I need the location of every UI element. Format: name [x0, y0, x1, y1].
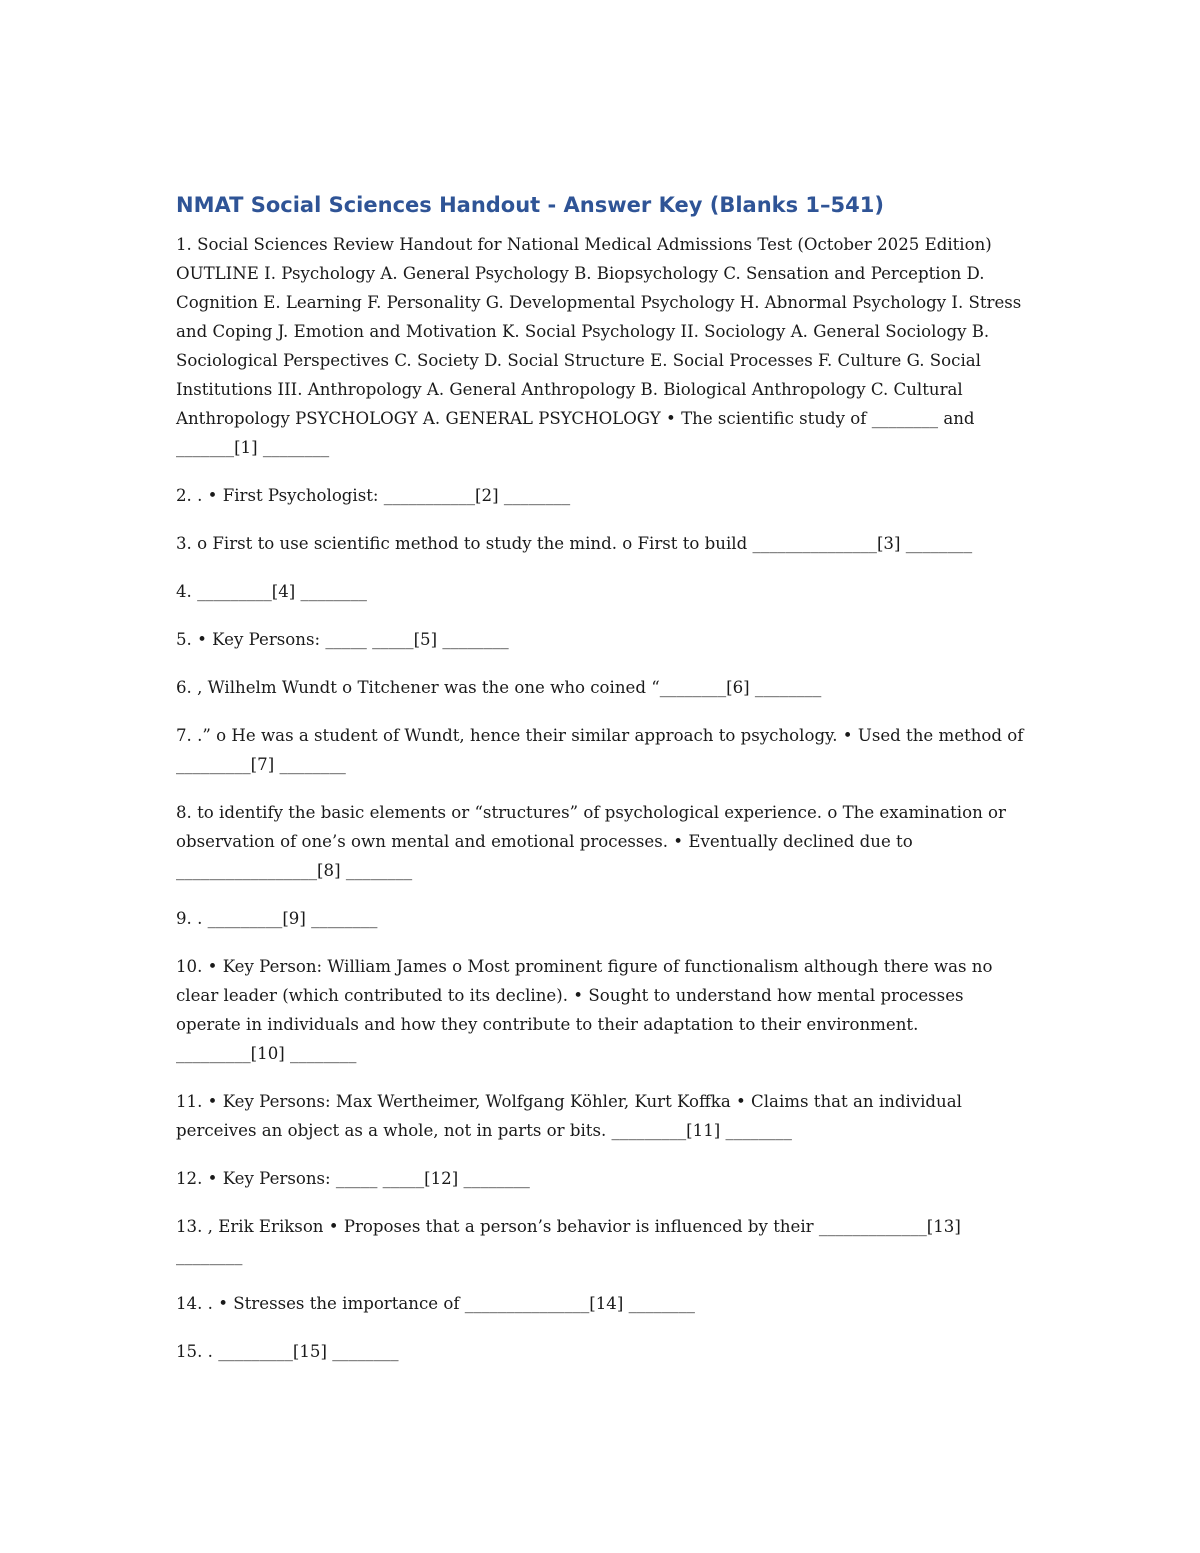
list-item-2: 2. . • First Psychologist: ___________[2] ________	[176, 486, 571, 505]
list-item-4: 4. _________[4] ________	[176, 582, 367, 601]
document-title: NMAT Social Sciences Handout - Answer Key (Blanks 1–541)	[176, 193, 884, 217]
list-item-15: 15. . _________[15] ________	[176, 1342, 399, 1361]
list-item-13: 13. , Erik Erikson • Proposes that a person’s behavior is influenced by their _____________[13] ________	[176, 1217, 961, 1265]
list-item-1: 1. Social Sciences Review Handout for National Medical Admissions Test (October 2025 Edition) OUTLINE I. Psychology A. General Psychology B. Biopsychology C. Sensation and Perception D. Cognition E. Learning F. Personality G. Developmental Psychology H. Abnormal Psychology I. Stress and Coping J. Emotion and Motivation K. Social Psychology II. Sociology A. General Sociology B. Sociological Perspectives C. Society D. Social Structure E. Social Processes F. Culture G. Social Institutions III. Anthropology A. General Anthropology B. Biological Anthropology C. Cultural Anthropology PSYCHOLOGY A. GENERAL PSYCHOLOGY • The scientific study of ________ and _______[1] ________	[176, 235, 1022, 457]
list-item-12: 12. • Key Persons: _____ _____[12] ________	[176, 1169, 530, 1188]
list-item-11: 11. • Key Persons: Max Wertheimer, Wolfgang Köhler, Kurt Koffka • Claims that an individual perceives an object as a whole, not in parts or bits. _________[11] ________	[176, 1092, 962, 1140]
document-page	[176, 190, 1026, 1385]
list-item-10: 10. • Key Person: William James o Most prominent figure of functionalism although there was no clear leader (which contributed to its decline). • Sought to understand how mental processes operate in individuals and how they contribute to their adaptation to their environment. _________[10] ________	[176, 957, 993, 1063]
list-item-14: 14. . • Stresses the importance of _______________[14] ________	[176, 1294, 695, 1313]
list-item-8: 8. to identify the basic elements or “structures” of psychological experience. o The examination or observation of one’s own mental and emotional processes. • Eventually declined due to _________________[8] ________	[176, 803, 1006, 880]
list-item-7: 7. .” o He was a student of Wundt, hence their similar approach to psychology. • Used the method of _________[7] ________	[176, 726, 1024, 774]
list-item-5: 5. • Key Persons: _____ _____[5] ________	[176, 630, 509, 649]
list-item-9: 9. . _________[9] ________	[176, 909, 378, 928]
list-item-3: 3. o First to use scientific method to study the mind. o First to build _______________[3] ________	[176, 534, 973, 553]
list-item-6: 6. , Wilhelm Wundt o Titchener was the one who coined “________[6] ________	[176, 678, 822, 697]
